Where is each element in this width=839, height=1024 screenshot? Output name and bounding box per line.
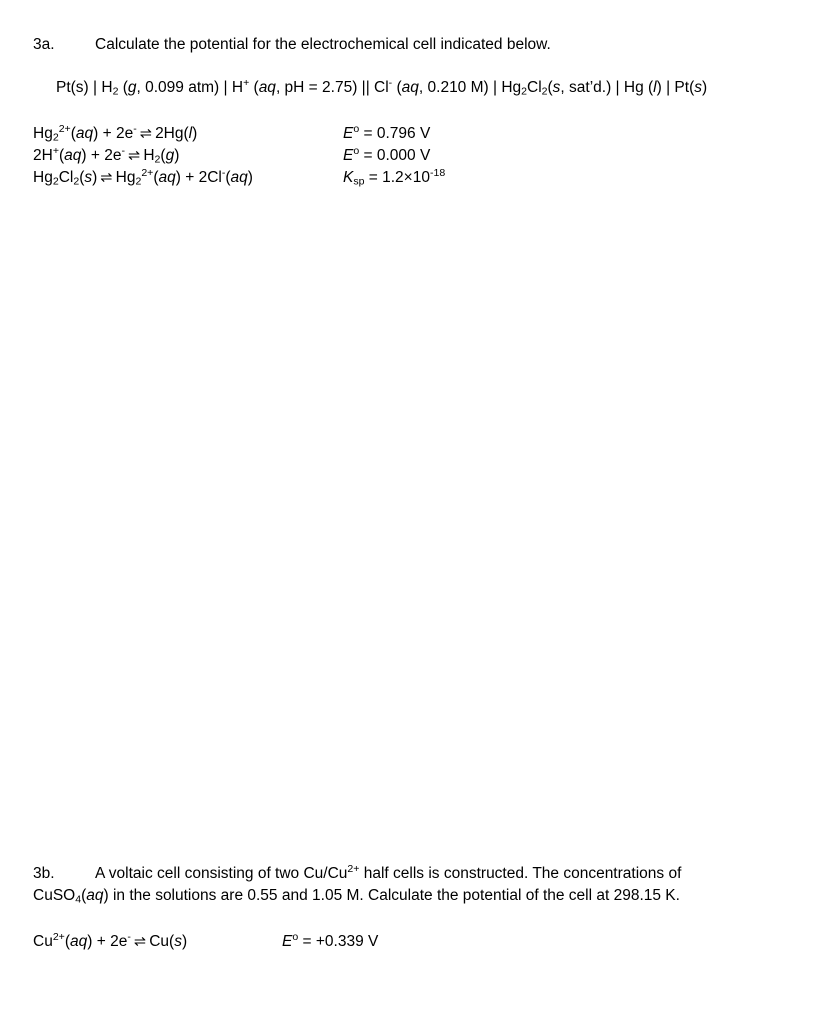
copper-half-reaction: $Cu^{2+}(aq) + 2e^-$ ⇌ Cu(s) <box>33 931 188 950</box>
equilibrium-arrow-icon: ⇌ <box>128 148 141 164</box>
question-3a-heading <box>33 36 55 55</box>
solubility-equilibrium: $Hg_2Cl_2(s)$ ⇌ $Hg_2^{2+}(aq) + 2Cl^-(aq)$ <box>33 167 253 188</box>
question-3a-number: 3a. <box>33 36 55 53</box>
question-3b-number: 3b. <box>33 865 55 882</box>
half-reaction-1: $Hg_2^{2+}(aq) + 2e^-$ ⇌ 2Hg(l) <box>33 123 198 144</box>
copper-potential: $E^o = +0.339$ V <box>282 931 379 950</box>
half-reaction-2: 2H+(aq) + 2e- ⇌ $H_2(g)$ <box>33 145 180 166</box>
half-reaction-2-potential: $E^o = 0.000$ V <box>343 145 431 164</box>
ksp-value: $K_{sp} = 1.2\times 10^{-18}$ <box>343 167 446 188</box>
equilibrium-arrow-icon: ⇌ <box>139 126 153 142</box>
equilibrium-arrow-icon: ⇌ <box>100 170 113 186</box>
question-3b-prompt-line-2: CuSO$_4$(aq) in the solutions are 0.55 and 1.05 M. Calculate the potential of the cell at 298.15 K. <box>33 887 680 906</box>
question-3b-prompt-line-1: A voltaic cell consisting of two $Cu/Cu^{2+}$ half cells is constructed. The concentrations of <box>95 863 682 882</box>
equilibrium-arrow-icon: ⇌ <box>133 934 147 950</box>
question-3a-prompt: Calculate the potential for the electrochemical cell indicated below. <box>95 36 551 53</box>
cell-notation: Pt(s) | $H_2$ (g, 0.099 atm) | H+ (aq, pH = 2.75) || Cl- (aq, 0.210 M) | $Hg_2Cl_2(s$, sat’d.) | Hg (l) | Pt(s) <box>56 77 708 98</box>
half-reaction-1-potential: $E^o = 0.796$ V <box>343 123 431 142</box>
